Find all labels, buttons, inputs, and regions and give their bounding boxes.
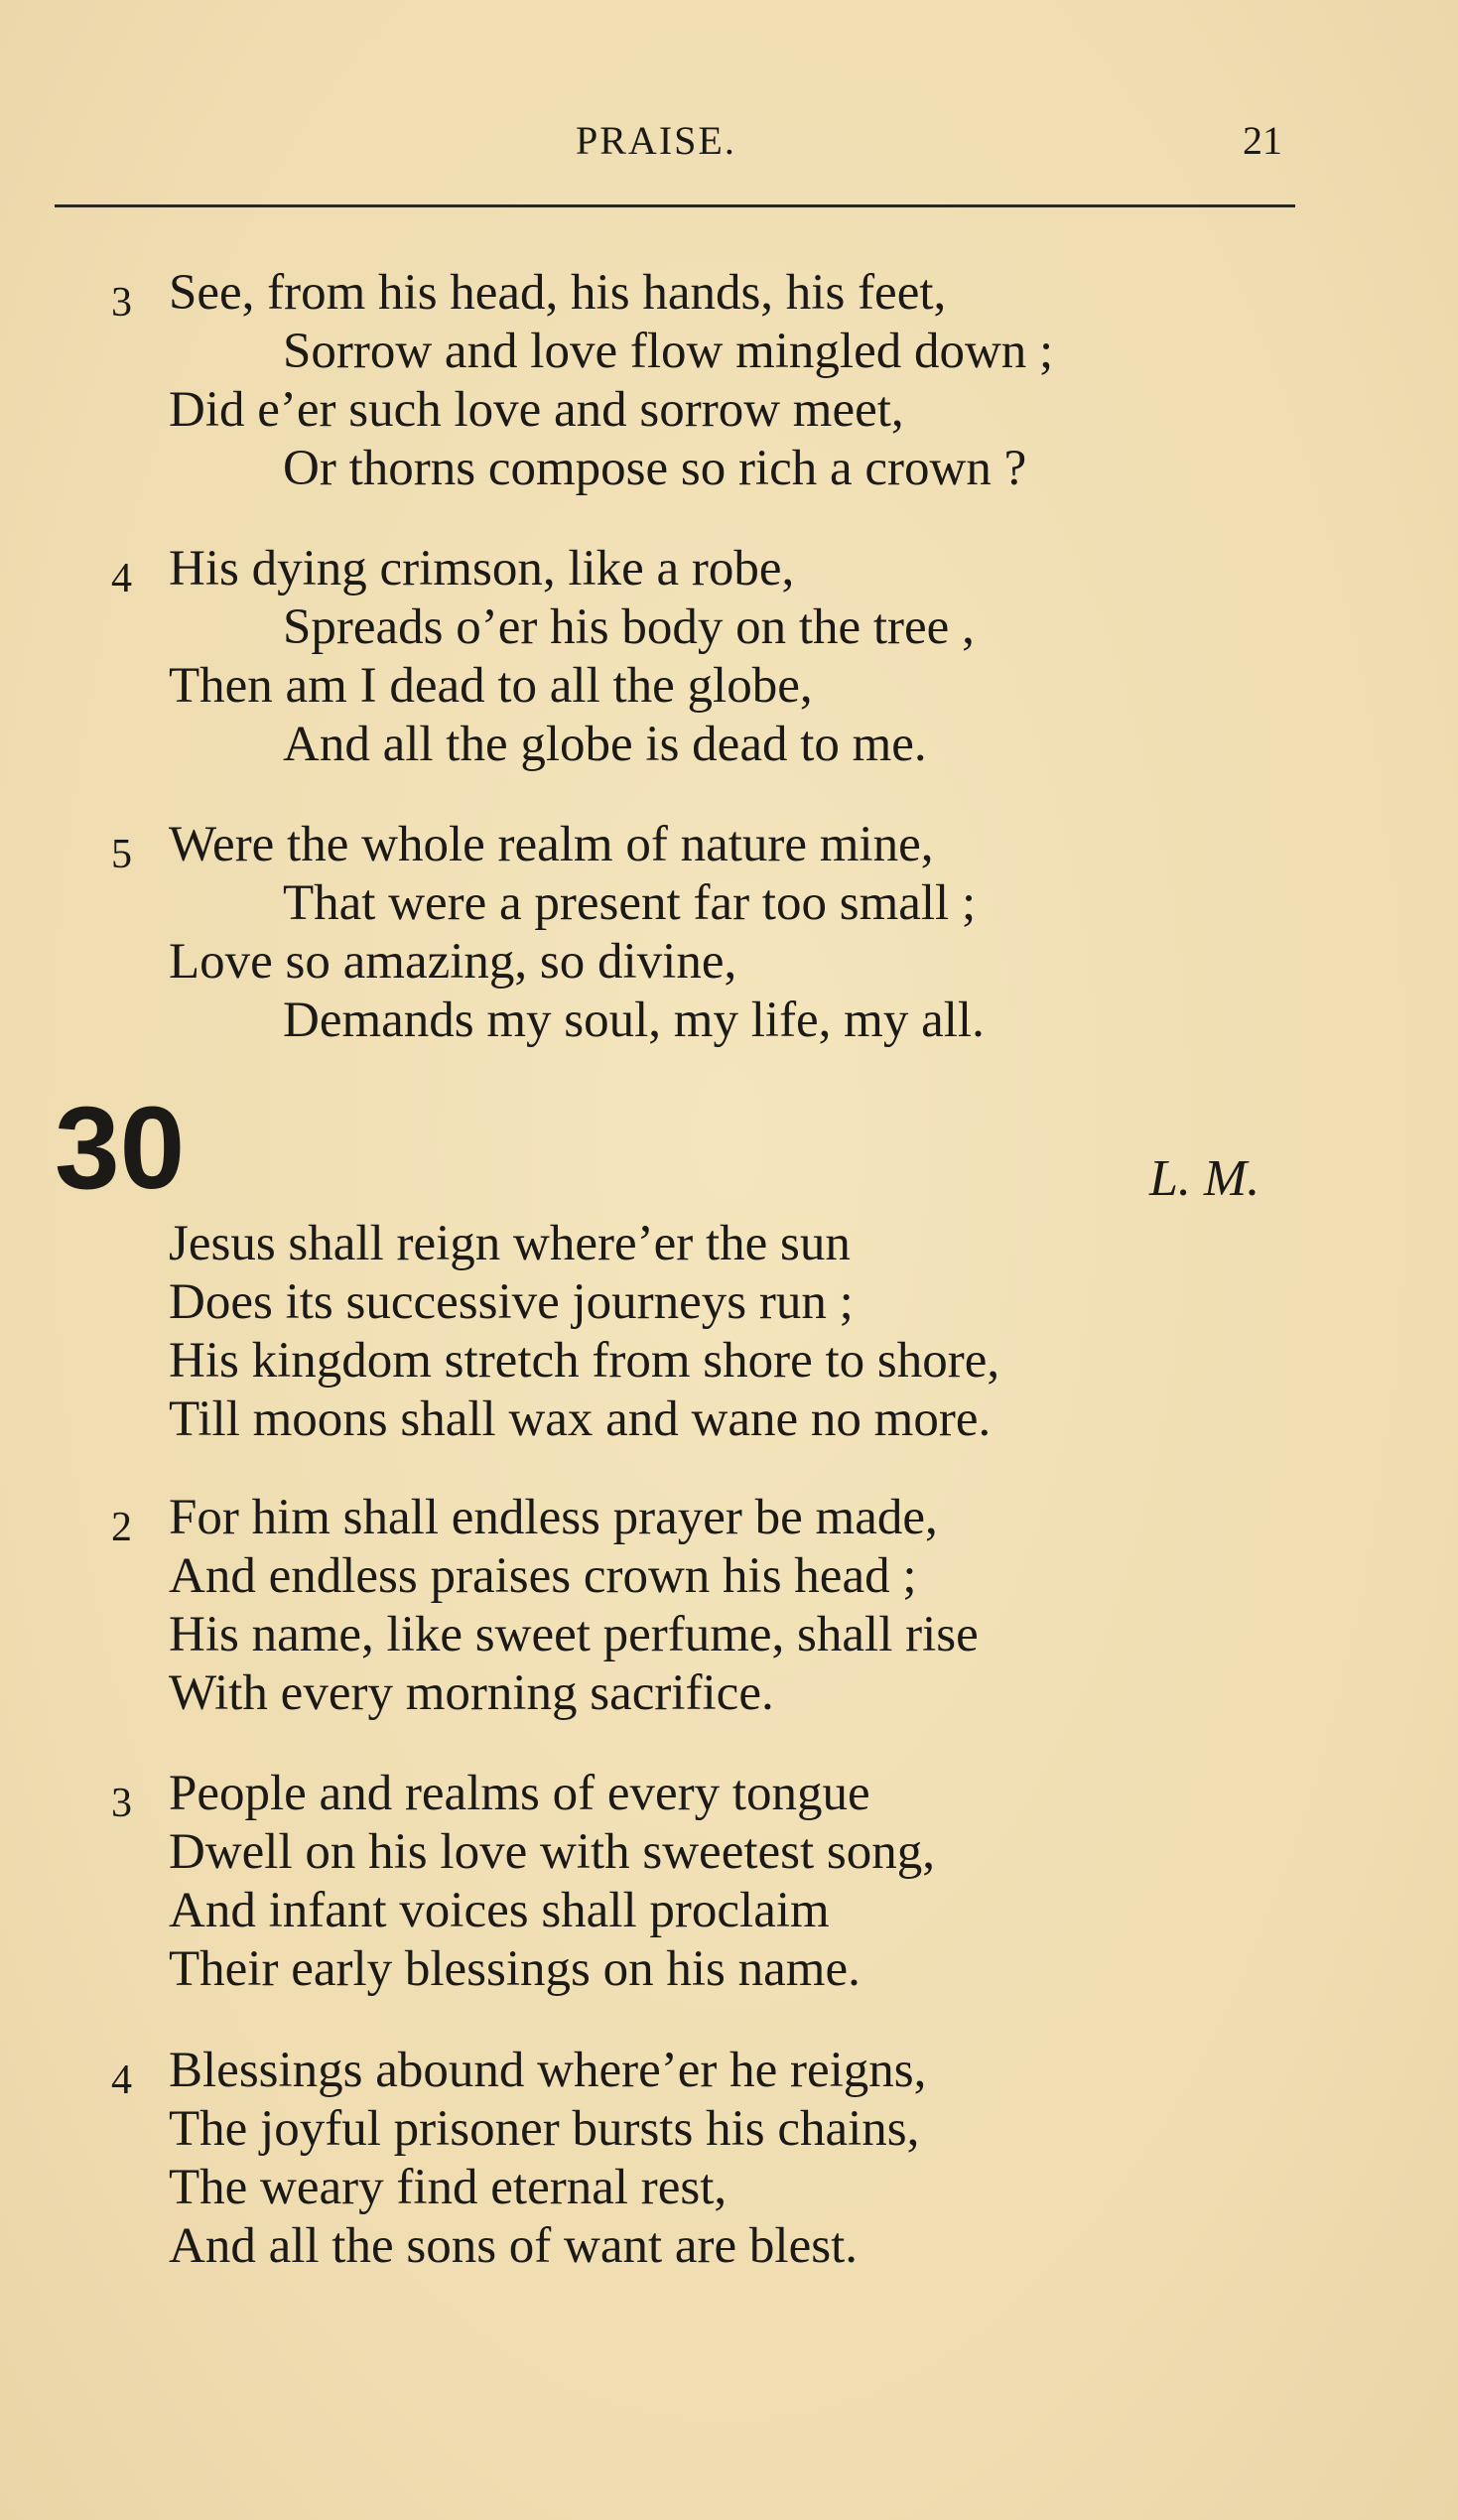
stanza-number: 4: [111, 556, 132, 601]
running-title: PRAISE.: [576, 118, 736, 163]
verse-line: And endless praises crown his head ;: [169, 1548, 917, 1604]
verse-line: And all the sons of want are blest.: [169, 2218, 859, 2274]
verse-line: Love so amazing, so divine,: [169, 934, 737, 990]
hymn-number: 30: [55, 1083, 186, 1214]
stanza-number: 5: [111, 832, 132, 877]
verse-line: For him shall endless prayer be made,: [169, 1490, 938, 1545]
verse-line: Till moons shall wax and wane no more.: [169, 1392, 992, 1447]
verse-line: See, from his head, his hands, his feet,: [169, 265, 947, 321]
hymn-meter: L. M.: [1149, 1150, 1260, 1207]
verse-line: Jesus shall reign where’er the sun: [169, 1216, 851, 1271]
verse-line: Dwell on his love with sweetest song,: [169, 1824, 935, 1880]
verse-line: The joyful prisoner bursts his chains,: [169, 2101, 920, 2157]
verse-line: Or thorns compose so rich a crown ?: [283, 441, 1027, 496]
stanza-number: 2: [111, 1505, 132, 1550]
verse-line: His dying crimson, like a robe,: [169, 541, 795, 597]
verse-line: With every morning sacrifice.: [169, 1665, 774, 1721]
verse-line: Does its successive journeys run ;: [169, 1274, 854, 1330]
verse-line: Their early blessings on his name.: [169, 1941, 861, 1997]
verse-line: His name, like sweet perfume, shall rise: [169, 1607, 979, 1662]
stanza-number: 3: [111, 280, 132, 326]
verse-line: Were the whole realm of nature mine,: [169, 817, 934, 872]
verse-line: Demands my soul, my life, my all.: [283, 993, 985, 1048]
verse-line: People and realms of every tongue: [169, 1766, 870, 1821]
verse-line: Spreads o’er his body on the tree ,: [283, 599, 975, 655]
verse-line: Sorrow and love flow mingled down ;: [283, 324, 1054, 379]
stanza-number: 3: [111, 1781, 132, 1826]
verse-line: And all the globe is dead to me.: [283, 717, 927, 772]
verse-line: And infant voices shall proclaim: [169, 1883, 830, 1938]
verse-line: Blessings abound where’er he reigns,: [169, 2043, 927, 2098]
stanza-number: 4: [111, 2057, 132, 2103]
header-rule: [55, 204, 1295, 207]
verse-line: Did e’er such love and sorrow meet,: [169, 382, 904, 438]
verse-line: The weary find eternal rest,: [169, 2160, 728, 2215]
page-number: 21: [1243, 118, 1282, 163]
verse-line: His kingdom stretch from shore to shore,: [169, 1333, 1000, 1389]
verse-line: That were a present far too small ;: [283, 875, 977, 931]
verse-line: Then am I dead to all the globe,: [169, 658, 813, 714]
